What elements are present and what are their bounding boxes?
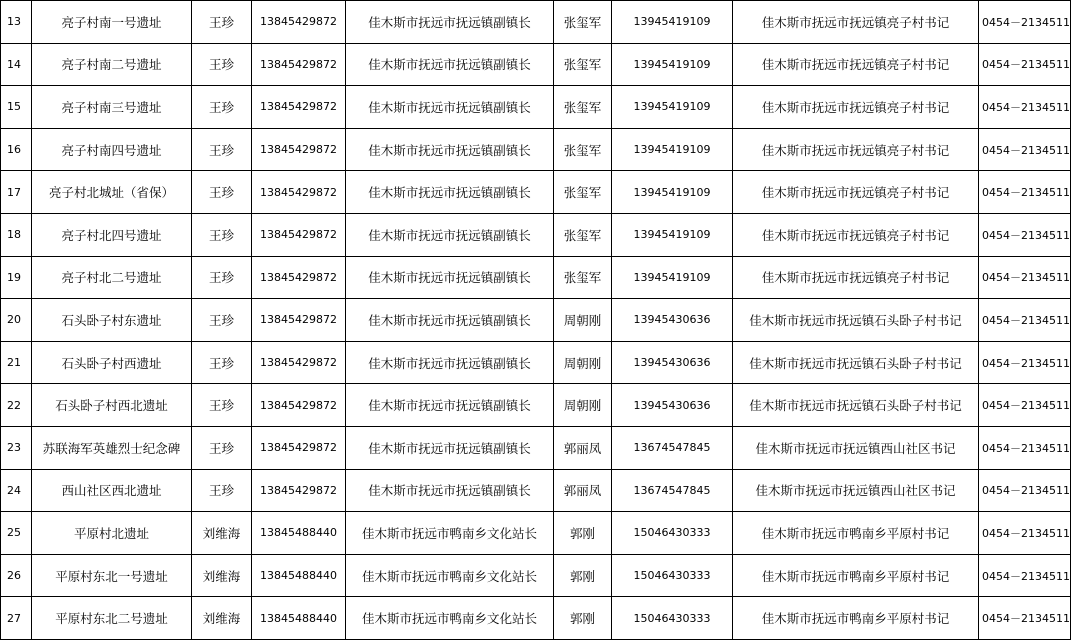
village-responsible-phone-cell: 15046430333: [612, 597, 733, 640]
row-number-cell: 15: [1, 86, 32, 129]
row-number-cell: 16: [1, 128, 32, 171]
township-responsible-person-cell: 王珍: [192, 171, 252, 214]
table-body: [1, 1, 1071, 640]
village-responsible-person-cell: 郭刚: [554, 554, 612, 597]
township-responsible-phone-cell: 13845429872: [252, 384, 346, 427]
township-responsible-phone-cell: 13845429872: [252, 469, 346, 512]
township-responsible-person-cell: 刘维海: [192, 597, 252, 640]
office-telephone-cell: 0454－2134511: [979, 128, 1071, 171]
site-name-cell: 平原村北遗址: [32, 512, 192, 555]
village-responsible-title-cell: 佳木斯市抚远市抚远镇亮子村书记: [733, 1, 979, 44]
row-number-cell: 23: [1, 426, 32, 469]
row-number-cell: 20: [1, 299, 32, 342]
site-name-cell: 苏联海军英雄烈士纪念碑: [32, 426, 192, 469]
township-responsible-person-cell: 王珍: [192, 128, 252, 171]
township-responsible-title-cell: 佳木斯市抚远市抚远镇副镇长: [346, 426, 554, 469]
site-name-cell: 亮子村南二号遗址: [32, 43, 192, 86]
township-responsible-title-cell: 佳木斯市抚远市抚远镇副镇长: [346, 86, 554, 129]
site-name-cell: 亮子村北四号遗址: [32, 213, 192, 256]
table-row: [1, 384, 1071, 427]
village-responsible-person-cell: 张玺军: [554, 213, 612, 256]
village-responsible-title-cell: 佳木斯市抚远市鸭南乡平原村书记: [733, 554, 979, 597]
village-responsible-person-cell: 张玺军: [554, 1, 612, 44]
site-name-cell: 石头卧子村西北遗址: [32, 384, 192, 427]
office-telephone-cell: 0454－2134511: [979, 341, 1071, 384]
village-responsible-title-cell: 佳木斯市抚远市抚远镇亮子村书记: [733, 171, 979, 214]
row-number-cell: 13: [1, 1, 32, 44]
village-responsible-person-cell: 张玺军: [554, 128, 612, 171]
site-name-cell: 亮子村北城址（省保）: [32, 171, 192, 214]
village-responsible-phone-cell: 13945430636: [612, 341, 733, 384]
row-number-cell: 26: [1, 554, 32, 597]
table-row: [1, 128, 1071, 171]
village-responsible-title-cell: 佳木斯市抚远市抚远镇石头卧子村书记: [733, 299, 979, 342]
village-responsible-person-cell: 张玺军: [554, 43, 612, 86]
office-telephone-cell: 0454－2134511: [979, 171, 1071, 214]
township-responsible-phone-cell: 13845429872: [252, 299, 346, 342]
township-responsible-person-cell: 王珍: [192, 426, 252, 469]
village-responsible-title-cell: 佳木斯市抚远市抚远镇亮子村书记: [733, 213, 979, 256]
village-responsible-phone-cell: 13945419109: [612, 256, 733, 299]
office-telephone-cell: 0454－2134511: [979, 43, 1071, 86]
township-responsible-person-cell: 王珍: [192, 341, 252, 384]
office-telephone-cell: 0454－2134511: [979, 597, 1071, 640]
township-responsible-phone-cell: 13845429872: [252, 426, 346, 469]
village-responsible-phone-cell: 13674547845: [612, 426, 733, 469]
village-responsible-title-cell: 佳木斯市抚远市抚远镇西山社区书记: [733, 469, 979, 512]
row-number-cell: 24: [1, 469, 32, 512]
village-responsible-person-cell: 郭丽凤: [554, 426, 612, 469]
village-responsible-title-cell: 佳木斯市抚远市鸭南乡平原村书记: [733, 597, 979, 640]
village-responsible-phone-cell: 13945430636: [612, 299, 733, 342]
village-responsible-person-cell: 张玺军: [554, 171, 612, 214]
township-responsible-person-cell: 王珍: [192, 1, 252, 44]
township-responsible-phone-cell: 13845429872: [252, 171, 346, 214]
row-number-cell: 22: [1, 384, 32, 427]
office-telephone-cell: 0454－2134511: [979, 299, 1071, 342]
village-responsible-phone-cell: 13945419109: [612, 86, 733, 129]
row-number-cell: 25: [1, 512, 32, 555]
table-row: [1, 1, 1071, 44]
site-name-cell: 亮子村南一号遗址: [32, 1, 192, 44]
township-responsible-title-cell: 佳木斯市抚远市鸭南乡文化站长: [346, 554, 554, 597]
township-responsible-phone-cell: 13845429872: [252, 86, 346, 129]
row-number-cell: 17: [1, 171, 32, 214]
row-number-cell: 18: [1, 213, 32, 256]
township-responsible-person-cell: 王珍: [192, 384, 252, 427]
village-responsible-title-cell: 佳木斯市抚远市抚远镇亮子村书记: [733, 128, 979, 171]
township-responsible-phone-cell: 13845429872: [252, 43, 346, 86]
office-telephone-cell: 0454－2134511: [979, 384, 1071, 427]
village-responsible-phone-cell: 13945419109: [612, 128, 733, 171]
village-responsible-person-cell: 郭刚: [554, 597, 612, 640]
row-number-cell: 21: [1, 341, 32, 384]
township-responsible-person-cell: 刘维海: [192, 554, 252, 597]
site-name-cell: 平原村东北一号遗址: [32, 554, 192, 597]
township-responsible-person-cell: 王珍: [192, 469, 252, 512]
table-row: [1, 597, 1071, 640]
village-responsible-person-cell: 张玺军: [554, 256, 612, 299]
table-row: [1, 171, 1071, 214]
row-number-cell: 27: [1, 597, 32, 640]
village-responsible-phone-cell: 13945430636: [612, 384, 733, 427]
township-responsible-phone-cell: 13845488440: [252, 512, 346, 555]
township-responsible-title-cell: 佳木斯市抚远市鸭南乡文化站长: [346, 597, 554, 640]
township-responsible-phone-cell: 13845488440: [252, 597, 346, 640]
township-responsible-person-cell: 王珍: [192, 256, 252, 299]
site-name-cell: 西山社区西北遗址: [32, 469, 192, 512]
township-responsible-title-cell: 佳木斯市抚远市抚远镇副镇长: [346, 171, 554, 214]
office-telephone-cell: 0454－2134511: [979, 469, 1071, 512]
township-responsible-title-cell: 佳木斯市抚远市抚远镇副镇长: [346, 384, 554, 427]
site-name-cell: 亮子村南四号遗址: [32, 128, 192, 171]
township-responsible-phone-cell: 13845429872: [252, 341, 346, 384]
township-responsible-title-cell: 佳木斯市抚远市抚远镇副镇长: [346, 1, 554, 44]
row-number-cell: 19: [1, 256, 32, 299]
site-name-cell: 石头卧子村西遗址: [32, 341, 192, 384]
township-responsible-phone-cell: 13845488440: [252, 554, 346, 597]
table-row: [1, 426, 1071, 469]
village-responsible-title-cell: 佳木斯市抚远市抚远镇西山社区书记: [733, 426, 979, 469]
village-responsible-title-cell: 佳木斯市抚远市抚远镇亮子村书记: [733, 43, 979, 86]
township-responsible-title-cell: 佳木斯市抚远市抚远镇副镇长: [346, 256, 554, 299]
township-responsible-person-cell: 王珍: [192, 299, 252, 342]
village-responsible-phone-cell: 13945419109: [612, 43, 733, 86]
village-responsible-person-cell: 周朝刚: [554, 341, 612, 384]
village-responsible-phone-cell: 15046430333: [612, 554, 733, 597]
site-name-cell: 石头卧子村东遗址: [32, 299, 192, 342]
site-name-cell: 亮子村南三号遗址: [32, 86, 192, 129]
township-responsible-person-cell: 王珍: [192, 86, 252, 129]
township-responsible-phone-cell: 13845429872: [252, 213, 346, 256]
township-responsible-title-cell: 佳木斯市抚远市抚远镇副镇长: [346, 341, 554, 384]
office-telephone-cell: 0454－2134511: [979, 213, 1071, 256]
table-row: [1, 469, 1071, 512]
township-responsible-person-cell: 刘维海: [192, 512, 252, 555]
office-telephone-cell: 0454－2134511: [979, 426, 1071, 469]
township-responsible-phone-cell: 13845429872: [252, 1, 346, 44]
township-responsible-title-cell: 佳木斯市抚远市抚远镇副镇长: [346, 469, 554, 512]
village-responsible-phone-cell: 13674547845: [612, 469, 733, 512]
office-telephone-cell: 0454－2134511: [979, 86, 1071, 129]
village-responsible-title-cell: 佳木斯市抚远市抚远镇亮子村书记: [733, 86, 979, 129]
village-responsible-person-cell: 周朝刚: [554, 384, 612, 427]
office-telephone-cell: 0454－2134511: [979, 256, 1071, 299]
township-responsible-title-cell: 佳木斯市抚远市抚远镇副镇长: [346, 43, 554, 86]
village-responsible-person-cell: 周朝刚: [554, 299, 612, 342]
table-row: [1, 213, 1071, 256]
table-row: [1, 43, 1071, 86]
table-row: [1, 554, 1071, 597]
table-row: [1, 299, 1071, 342]
office-telephone-cell: 0454－2134511: [979, 512, 1071, 555]
row-number-cell: 14: [1, 43, 32, 86]
village-responsible-phone-cell: 13945419109: [612, 171, 733, 214]
village-responsible-title-cell: 佳木斯市抚远市鸭南乡平原村书记: [733, 512, 979, 555]
township-responsible-title-cell: 佳木斯市抚远市抚远镇副镇长: [346, 213, 554, 256]
table-row: [1, 86, 1071, 129]
township-responsible-phone-cell: 13845429872: [252, 128, 346, 171]
township-responsible-title-cell: 佳木斯市抚远市抚远镇副镇长: [346, 299, 554, 342]
office-telephone-cell: 0454－2134511: [979, 554, 1071, 597]
table-row: [1, 256, 1071, 299]
table-row: [1, 341, 1071, 384]
site-name-cell: 亮子村北二号遗址: [32, 256, 192, 299]
township-responsible-title-cell: 佳木斯市抚远市抚远镇副镇长: [346, 128, 554, 171]
township-responsible-person-cell: 王珍: [192, 43, 252, 86]
village-responsible-person-cell: 张玺军: [554, 86, 612, 129]
village-responsible-title-cell: 佳木斯市抚远市抚远镇亮子村书记: [733, 256, 979, 299]
village-responsible-person-cell: 郭丽凤: [554, 469, 612, 512]
township-responsible-title-cell: 佳木斯市抚远市鸭南乡文化站长: [346, 512, 554, 555]
village-responsible-title-cell: 佳木斯市抚远市抚远镇石头卧子村书记: [733, 384, 979, 427]
office-telephone-cell: 0454－2134511: [979, 1, 1071, 44]
village-responsible-person-cell: 郭刚: [554, 512, 612, 555]
township-responsible-phone-cell: 13845429872: [252, 256, 346, 299]
village-responsible-phone-cell: 13945419109: [612, 213, 733, 256]
village-responsible-title-cell: 佳木斯市抚远市抚远镇石头卧子村书记: [733, 341, 979, 384]
table-row: [1, 512, 1071, 555]
township-responsible-person-cell: 王珍: [192, 213, 252, 256]
village-responsible-phone-cell: 15046430333: [612, 512, 733, 555]
site-name-cell: 平原村东北二号遗址: [32, 597, 192, 640]
village-responsible-phone-cell: 13945419109: [612, 1, 733, 44]
